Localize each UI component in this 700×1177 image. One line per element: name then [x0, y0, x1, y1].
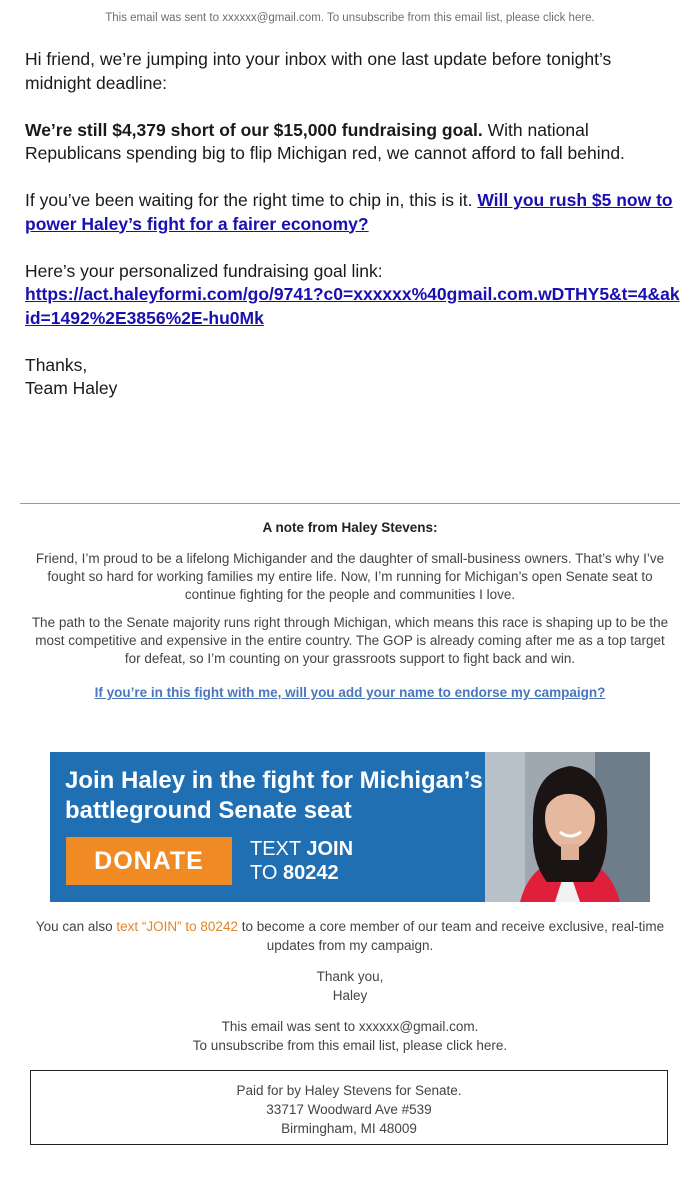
donate-banner[interactable] — [50, 752, 650, 902]
goal-link-paragraph — [25, 260, 680, 331]
sent-to-notice — [30, 1018, 670, 1055]
sent-to-text: This email was sent to xxxxxx@gmail.com. — [221, 1019, 479, 1034]
address-line-1: 33717 Woodward Ave #539 — [266, 1102, 432, 1117]
email-body — [25, 48, 680, 424]
closing-signature — [30, 968, 670, 1005]
to-word: TO — [250, 862, 278, 884]
goal-paragraph — [25, 119, 680, 166]
sign-name: Haley — [332, 987, 368, 1003]
note-section — [30, 519, 670, 702]
intro-paragraph: Hi friend, we’re jumping into your inbox with one last update before tonight’s midnight deadline: — [25, 49, 612, 93]
after-banner-section — [30, 918, 670, 1068]
text-join-highlight: text “JOIN” to 80242 — [116, 919, 238, 934]
text-join-paragraph — [30, 918, 670, 955]
signoff — [25, 354, 680, 401]
personalized-goal-link[interactable]: https://act.haleyformi.com/go/9741?c0=xxxxxx%40gmail.com.wDTHY5&t=4&akid=1492%2E3856%2E-hu0Mk — [25, 284, 680, 328]
thank-you-text: Thank you, — [316, 969, 384, 984]
paid-for-disclaimer — [30, 1070, 668, 1145]
section-divider — [20, 503, 680, 504]
goal-rest-text: With national Republicans spending big to flip Michigan red, we cannot afford to fall behind. — [25, 119, 625, 163]
text-word: TEXT — [250, 838, 301, 860]
note-heading: A note from Haley Stevens: — [262, 520, 438, 535]
text-join-callout — [250, 837, 353, 885]
address-line-2: Birmingham, MI 48009 — [281, 1121, 417, 1136]
chip-in-paragraph — [25, 189, 680, 236]
unsubscribe-link[interactable]: To unsubscribe from this email list, please click here. — [192, 1037, 508, 1053]
candidate-photo — [485, 752, 650, 902]
note-paragraph-2: The path to the Senate majority runs right through Michigan, which means this race is shaping up to be the most competitive and expensive in the entire country. The GOP is already coming after me as a top target for defeat, so I’m counting on your grassroots support to fight back and win. — [31, 615, 669, 666]
banner-headline: Join Haley in the fight for Michigan’s battleground Senate seat — [65, 767, 483, 824]
team-signature: Team Haley — [25, 378, 118, 398]
rush-donation-link[interactable]: Will you rush $5 now to power Haley’s fight for a fairer economy? — [25, 190, 673, 234]
preheader-text: This email was sent to xxxxxx@gmail.com. To unsubscribe from this email list, please click here. — [105, 12, 595, 24]
paid-for-text: Paid for by Haley Stevens for Senate. — [236, 1083, 462, 1098]
endorse-campaign-link[interactable]: If you’re in this fight with me, will you add your name to endorse my campaign? — [94, 685, 606, 700]
chip-in-text: If you’ve been waiting for the right time to chip in, this is it. — [25, 190, 478, 210]
join-word: JOIN — [306, 838, 354, 860]
shortcode: 80242 — [282, 862, 339, 884]
goal-bold-text: We’re still $4,379 short of our $15,000 fundraising goal. — [25, 119, 483, 140]
text-join-post: to become a core member of our team and receive exclusive, real-time updates from my campaign. — [237, 919, 665, 953]
goal-link-label: Here’s your personalized fundraising goal link: — [25, 260, 383, 281]
thanks-text: Thanks, — [25, 354, 88, 375]
note-paragraph-1: Friend, I’m proud to be a lifelong Michigander and the daughter of small-business owners. That’s why I’ve fought so hard for working families my entire life. Now, I’m running for Michigan’s open Senate seat to continue fighting for the people and communities I love. — [35, 551, 665, 602]
text-join-pre: You can also — [35, 919, 117, 934]
donate-button[interactable]: DONATE — [66, 837, 232, 885]
